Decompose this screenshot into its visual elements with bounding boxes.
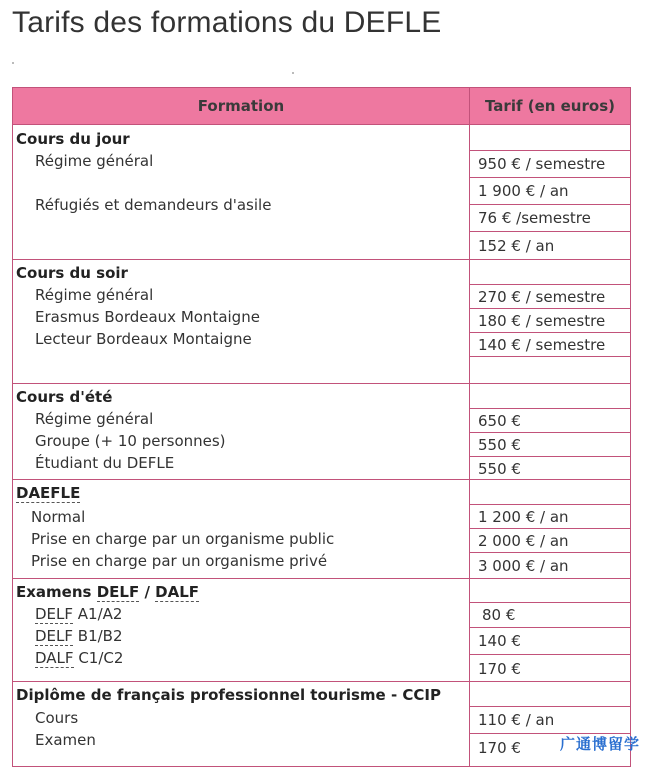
table-header	[13, 88, 630, 125]
price-cell: 550 €	[470, 432, 630, 456]
list-item: Normal	[31, 508, 86, 526]
section-title: Diplôme de français professionnel tourisme - CCIP	[16, 686, 441, 704]
list-item: Examen	[35, 731, 96, 749]
section-title: Examens DELF / DALF	[16, 583, 200, 601]
list-item: Erasmus Bordeaux Montaigne	[35, 308, 260, 326]
section-title: Cours d'été	[16, 388, 113, 406]
section-title: Cours du jour	[16, 130, 130, 148]
section-daefle	[13, 480, 630, 579]
price-cell: 950 € / semestre	[470, 150, 630, 177]
page-title: Tarifs des formations du DEFLE	[12, 6, 442, 39]
list-item: Groupe (+ 10 personnes)	[35, 432, 226, 450]
price-cell: 1 900 € / an	[470, 177, 630, 204]
list-item: Prise en charge par un organisme public	[31, 530, 335, 548]
header-formation: Formation	[13, 88, 470, 124]
price-cell: 550 €	[470, 456, 630, 480]
price-cell: 140 €	[470, 627, 630, 654]
section-cours-du-soir	[13, 260, 630, 384]
price-cell: 80 €	[470, 602, 630, 627]
price-cell-empty	[470, 356, 630, 384]
dalf-abbr: DALF	[155, 583, 200, 601]
list-item: Étudiant du DEFLE	[35, 454, 175, 472]
section-cours-d-ete	[13, 384, 630, 480]
list-item: DELF A1/A2	[35, 605, 123, 623]
list-item: DALF C1/C2	[35, 649, 124, 667]
list-item: Régime général	[35, 286, 154, 304]
price-cell: 2 000 € / an	[470, 528, 630, 552]
decor-dot	[12, 62, 14, 64]
header-tarif: Tarif (en euros)	[485, 97, 615, 115]
price-cell: 170 €	[470, 733, 630, 761]
price-cell: 140 € / semestre	[470, 332, 630, 356]
list-item: Régime général	[35, 152, 154, 170]
decor-dot	[292, 72, 294, 74]
delf-abbr: DELF	[96, 583, 140, 601]
price-cell: 152 € / an	[470, 231, 630, 260]
price-cell: 3 000 € / an	[470, 552, 630, 579]
tariff-table	[12, 87, 631, 767]
list-item: Régime général	[35, 410, 154, 428]
price-cell: 650 €	[470, 408, 630, 432]
section-title: DAEFLE	[16, 484, 81, 502]
section-title: Cours du soir	[16, 264, 128, 282]
price-cell: 110 € / an	[470, 706, 630, 733]
watermark: 广通博留学	[559, 735, 640, 753]
section-ccip	[13, 682, 630, 766]
price-cell: 76 € /semestre	[470, 204, 630, 231]
section-cours-du-jour	[13, 125, 630, 260]
list-item: Prise en charge par un organisme privé	[31, 552, 328, 570]
price-cell: 180 € / semestre	[470, 308, 630, 332]
list-item: Cours	[35, 709, 79, 727]
price-cell: 270 € / semestre	[470, 284, 630, 308]
list-item: Lecteur Bordeaux Montaigne	[35, 330, 252, 348]
list-item: DELF B1/B2	[35, 627, 123, 645]
section-examens	[13, 579, 630, 682]
list-item: Réfugiés et demandeurs d'asile	[35, 196, 272, 214]
price-cell: 1 200 € / an	[470, 504, 630, 528]
price-cell: 170 €	[470, 654, 630, 682]
